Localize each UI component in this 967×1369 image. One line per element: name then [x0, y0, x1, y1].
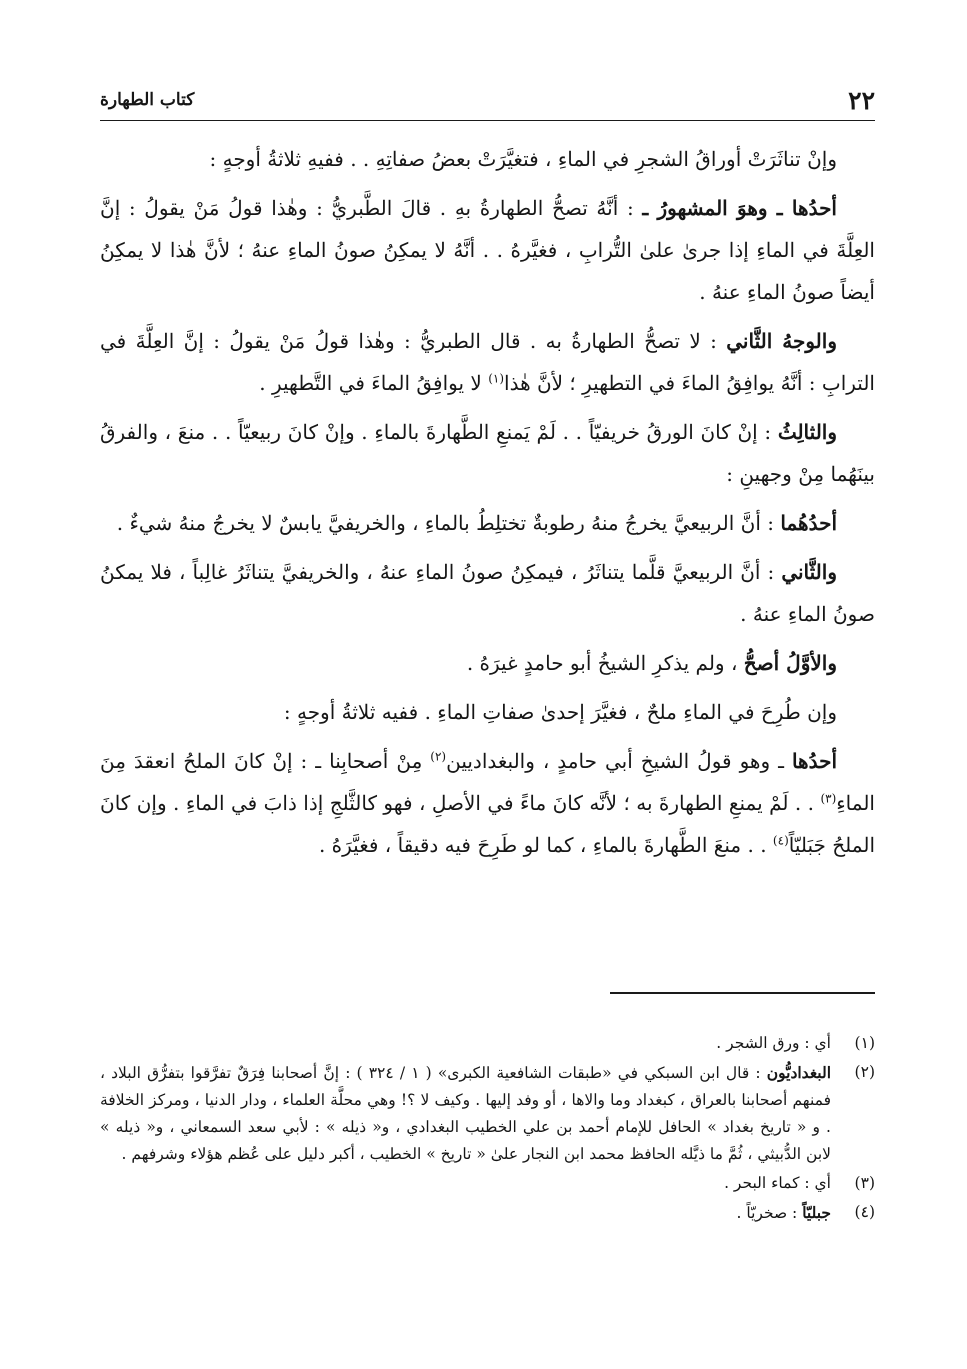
footnote-ref: (٤) [772, 833, 789, 848]
paragraph-text: لا يوافِقُ الماءَ في التَّطهيرِ . [259, 371, 489, 395]
paragraph [100, 411, 875, 495]
footnote-text: أي : كماء البحر . [724, 1174, 831, 1192]
paragraph-text: : لا تصحُّ الطهارةُ به . قال الطبريُّ : وهٰذا قولُ مَنْ يقولُ : إنَّ العِلَّةَ في الترابِ : أنَّهُ يوافِقُ الماءَ في التطهيرِ ؛ لأنَّ هٰذا [100, 329, 875, 395]
footnote-ref: (٢) [430, 749, 447, 764]
paragraph [100, 691, 875, 733]
paragraph [100, 138, 875, 180]
paragraph-lead: أحدُهُما [780, 511, 837, 535]
paragraph-lead: والثَّاني [781, 560, 837, 584]
paragraph [100, 187, 875, 313]
footnote-body [100, 1170, 831, 1197]
paragraph-text: ـ وهو قولُ الشيخِ أبي حامدٍ ، والبغداديين [446, 749, 792, 773]
footnote-ref: (٣) [820, 791, 837, 806]
paragraph-text: وإنْ تناثَرَتْ أوراقُ الشجرِ في الماءِ ، فتغيَّرَتْ بعضُ صفاتِهِ . . ففيهِ ثلاثةُ أوجهٍ : [209, 147, 837, 171]
footnote-lead: جبليّاً [802, 1203, 831, 1222]
footnote-body [100, 1059, 831, 1168]
footnote-number: (٤) [854, 1203, 875, 1221]
paragraph [100, 320, 875, 404]
footnote [100, 1170, 875, 1197]
footnote-divider [610, 992, 875, 994]
footnote-number: (٢) [854, 1063, 875, 1081]
footnote [100, 1199, 875, 1227]
paragraph-lead: والأوَّلُ أصحُّ [743, 651, 837, 675]
footnote-text: : قال ابن السبكي في «طبقات الشافعية الكبرى» ( ١ / ٣٢٤ ) : إنَّ أصحابنا فِرَقٌ تفرَّقوا بتفرُّق البلاد ، فمنهم أصحابنا بالعراق ، كبغداد وما والاها ، أو وفد إليها . وكيف لا ؟! وهي محلَّة العلماء ، ودار الدنيا ، ومركز الخلافة . و « تاريخ بغداد » الحافل للإمام أحمد بن علي الخطيب البغدادي ، و« ذيله » : لأبي سعد السمعاني ، و« ذيله » لابن الدُّبيثي ، ثُمَّ ما ذيَّله الحافظ محمد ابن النجار علىٰ « تاريخ » الخطيب ، أكبر دليل على عُظم هؤلاء وشرفهم . [100, 1064, 831, 1163]
footnote-text: أي : ورق الشجر . [716, 1034, 831, 1052]
paragraph-text: : أنَّهُ تصحُّ الطهارةُ بهِ . قالَ الطَّبريُّ : وهٰذا قولُ مَنْ يقولُ : إنَّ العِلَّةَ في الماءِ إذا جرىٰ علىٰ التُّرابِ ، فغيَّرهُ . . أنَّهُ لا يمكِنُ صونُ الماءِ عنهُ ؛ لأنَّ هٰذا لا يمكِنُ أيضاً صونُ الماءِ عنهُ . [100, 196, 875, 304]
paragraph [100, 740, 875, 866]
paragraph [100, 502, 875, 544]
running-title: كتاب الطهارة [100, 90, 195, 110]
footnote-ref: (١) [488, 371, 505, 386]
paragraph-text: مِنْ أصحابِنا ـ : إنْ كانَ الملحُ انعقدَ مِنَ الماءِ [100, 749, 875, 815]
paragraph-text: ، ولم يذكرِ الشيخُ أبو حامدٍ غيرَهُ . [466, 651, 744, 675]
footnote [100, 1059, 875, 1168]
page-number: ٢٢ [848, 86, 875, 115]
main-text [100, 138, 875, 873]
footnote-number: (١) [854, 1034, 875, 1052]
paragraph-lead: أحدُها [791, 749, 837, 773]
footnote-number: (٣) [854, 1174, 875, 1192]
paragraph-text: . . منعَ الطَّهارةَ بالماءِ ، كما لو طَرِحَ فيه دقيقاً ، فغيَّرَهُ . [318, 833, 773, 857]
paragraph-text: وإن طُرِحَ في الماءِ ملحٌ ، فغيَّرَ إحدىٰ صفاتِ الماءِ . ففيه ثلاثةُ أوجهٍ : [283, 700, 837, 724]
paragraph-lead: والثالِثُ [777, 420, 837, 444]
paragraph-text: : إنْ كانَ الورقُ خريفيّاً . . لَمْ يَمنعِ الطَّهارةَ بالماءِ . وإنْ كانَ ربيعيّاً . . منعَ ، والفرقُ بينَهُما مِنْ وجهينِ : [100, 420, 875, 486]
paragraph-text: . . لَمْ يمنعِ الطهارةَ به ؛ لأنَّه كانَ ماءً في الأصلِ ، فهو كالثَّلجِ إذا ذابَ في الماءِ . وإن كانَ الملحُ جَبَليّاً [100, 791, 875, 857]
paragraph-text: : أنَّ الربيعيَّ قلَّما يتناثَرُ ، فيمكِنُ صونُ الماءِ عنهُ ، والخريفيَّ يتناثَرُ غالِباً ، فلا يمكنُ صونُ الماءِ عنهُ . [100, 560, 875, 626]
footnote-lead: البغداديُّون [766, 1063, 831, 1082]
footnote-body [100, 1030, 831, 1057]
footnote-text: : صخريّاً . [736, 1204, 803, 1222]
paragraph-lead: أحدُها ـ وهوَ المشهورُ ـ [642, 196, 837, 220]
footnotes [100, 1030, 875, 1229]
paragraph-text: : أنَّ الربيعيَّ يخرجُ منهُ رطوبةٌ تختلِطُ بالماءِ ، والخريفيَّ يابسٌ لا يخرجُ منهُ شيءٌ . [116, 511, 781, 535]
footnote-body [100, 1199, 831, 1227]
paragraph [100, 551, 875, 635]
paragraph [100, 642, 875, 684]
paragraph-lead: والوجهُ الثَّاني [726, 329, 837, 353]
page-header [100, 86, 875, 121]
footnote [100, 1030, 875, 1057]
